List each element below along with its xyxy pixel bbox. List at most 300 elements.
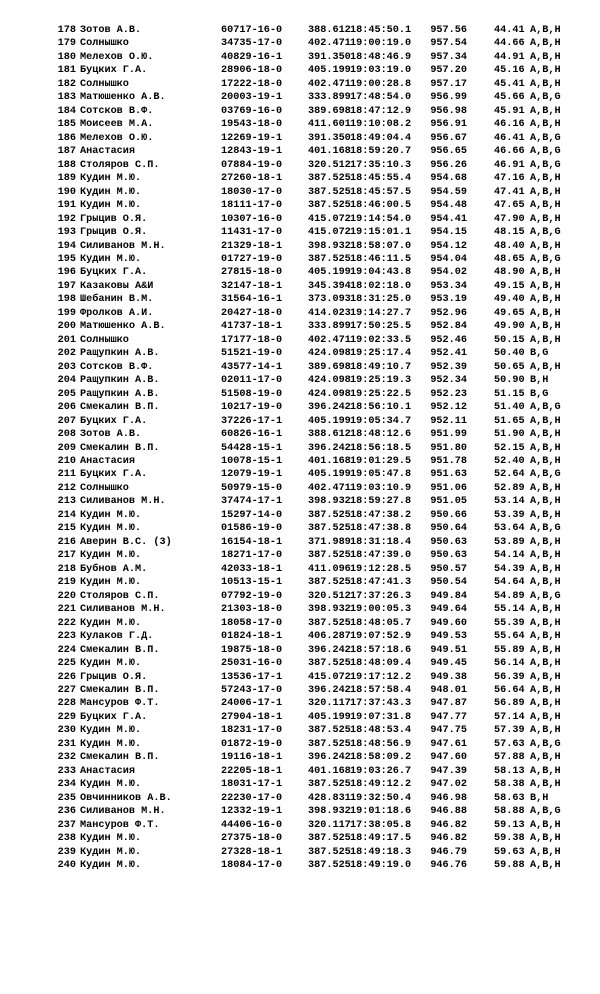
groups-cell: A,B,G <box>530 469 561 481</box>
arrival-time-cell: 18:47:41.3 <box>350 577 412 589</box>
place-cell: 185 <box>57 119 76 131</box>
groups-cell: A,B,H <box>530 658 561 670</box>
name-cell: Мелехов О.Ю. <box>80 51 154 63</box>
coefficient-cell: 58.13 <box>494 765 525 777</box>
speed-cell: 947.87 <box>430 698 467 710</box>
place-cell: 178 <box>57 25 76 36</box>
arrival-time-cell: 18:57:18.6 <box>350 644 412 656</box>
distance-cell: 402.471 <box>308 334 351 346</box>
speed-cell: 946.76 <box>430 860 467 872</box>
name-cell: Кудин М.Ю. <box>80 509 142 521</box>
groups-cell: A,B,H <box>530 38 561 50</box>
place-cell: 217 <box>57 550 76 562</box>
arrival-time-cell: 18:48:12.6 <box>350 429 412 441</box>
speed-cell: 954.68 <box>430 173 467 185</box>
groups-cell: A,B,H <box>530 213 561 225</box>
arrival-time-cell: 18:58:09.2 <box>350 752 412 764</box>
table-row <box>0 765 600 778</box>
distance-cell: 387.525 <box>308 725 351 737</box>
speed-cell: 949.64 <box>430 604 467 616</box>
coefficient-cell: 49.15 <box>494 280 525 292</box>
coefficient-cell: 55.89 <box>494 644 525 656</box>
coefficient-cell: 52.40 <box>494 456 525 467</box>
name-cell: Анастасия <box>80 456 136 467</box>
table-row <box>0 347 600 360</box>
name-cell: Сотсков В.Ф. <box>80 105 154 117</box>
ring-number-cell: 07792-19-0 <box>221 590 283 602</box>
table-row <box>0 617 600 630</box>
ring-number-cell: 21329-18-1 <box>221 240 283 252</box>
place-cell: 203 <box>57 361 76 373</box>
speed-cell: 953.34 <box>430 280 467 292</box>
distance-cell: 396.242 <box>308 644 351 656</box>
speed-cell: 952.12 <box>430 402 467 414</box>
coefficient-cell: 50.15 <box>494 334 525 346</box>
distance-cell: 402.471 <box>308 78 351 90</box>
coefficient-cell: 46.41 <box>494 132 525 144</box>
coefficient-cell: 44.66 <box>494 38 525 50</box>
arrival-time-cell: 19:15:01.1 <box>350 227 412 239</box>
distance-cell: 320.512 <box>308 159 351 171</box>
name-cell: Смекалин В.П. <box>80 402 160 414</box>
coefficient-cell: 47.90 <box>494 213 525 225</box>
ring-number-cell: 27328-18-1 <box>221 846 283 858</box>
table-row <box>0 468 600 481</box>
coefficient-cell: 49.40 <box>494 294 525 306</box>
speed-cell: 952.84 <box>430 321 467 333</box>
name-cell: Кудин М.Ю. <box>80 860 142 872</box>
coefficient-cell: 54.89 <box>494 590 525 602</box>
place-cell: 186 <box>57 132 76 144</box>
table-row <box>0 522 600 535</box>
coefficient-cell: 51.90 <box>494 429 525 441</box>
arrival-time-cell: 18:48:09.4 <box>350 658 412 670</box>
name-cell: Моисеев М.А. <box>80 119 154 131</box>
speed-cell: 949.45 <box>430 658 467 670</box>
coefficient-cell: 50.65 <box>494 361 525 373</box>
ring-number-cell: 10217-19-0 <box>221 402 283 414</box>
place-cell: 237 <box>57 819 76 831</box>
distance-cell: 405.199 <box>308 415 351 427</box>
table-row <box>0 388 600 401</box>
table-row <box>0 361 600 374</box>
groups-cell: A,B,H <box>530 105 561 117</box>
arrival-time-cell: 19:03:19.0 <box>350 65 412 77</box>
table-row <box>0 603 600 616</box>
ring-number-cell: 43577-14-1 <box>221 361 283 373</box>
distance-cell: 401.168 <box>308 765 351 777</box>
name-cell: Кудин М.Ю. <box>80 186 142 198</box>
name-cell: Анастасия <box>80 765 136 777</box>
distance-cell: 401.168 <box>308 146 351 158</box>
arrival-time-cell: 18:47:38.2 <box>350 509 412 521</box>
distance-cell: 396.242 <box>308 684 351 696</box>
place-cell: 205 <box>57 388 76 400</box>
name-cell: Мансуров Ф.Т. <box>80 819 160 831</box>
groups-cell: A,B,H <box>530 765 561 777</box>
speed-cell: 956.26 <box>430 159 467 171</box>
arrival-time-cell: 17:38:05.8 <box>350 819 412 831</box>
place-cell: 226 <box>57 671 76 683</box>
place-cell: 220 <box>57 590 76 602</box>
groups-cell: A,B,H <box>530 671 561 683</box>
groups-cell: A,B,G <box>530 523 561 535</box>
arrival-time-cell: 18:48:53.4 <box>350 725 412 737</box>
name-cell: Кудин М.Ю. <box>80 577 142 589</box>
place-cell: 204 <box>57 375 76 387</box>
name-cell: Ращупкин А.В. <box>80 388 160 400</box>
table-row <box>0 172 600 185</box>
table-row <box>0 334 600 347</box>
place-cell: 234 <box>57 779 76 791</box>
table-row <box>0 751 600 764</box>
ring-number-cell: 13536-17-1 <box>221 671 283 683</box>
name-cell: Мансуров Ф.Т. <box>80 698 160 710</box>
groups-cell: A,B,H <box>530 496 561 508</box>
ring-number-cell: 22230-17-0 <box>221 792 283 804</box>
ring-number-cell: 11431-17-0 <box>221 227 283 239</box>
arrival-time-cell: 18:59:20.7 <box>350 146 412 158</box>
speed-cell: 952.34 <box>430 375 467 387</box>
distance-cell: 398.932 <box>308 806 351 818</box>
coefficient-cell: 49.90 <box>494 321 525 333</box>
name-cell: Силиванов М.Н. <box>80 496 166 508</box>
ring-number-cell: 17222-18-0 <box>221 78 283 90</box>
coefficient-cell: 59.88 <box>494 860 525 872</box>
name-cell: Силиванов М.Н. <box>80 604 166 616</box>
arrival-time-cell: 17:37:26.3 <box>350 590 412 602</box>
distance-cell: 402.471 <box>308 38 351 50</box>
table-row <box>0 240 600 253</box>
table-row <box>0 307 600 320</box>
arrival-time-cell: 18:02:18.0 <box>350 280 412 292</box>
name-cell: Овчинников А.В. <box>80 792 172 804</box>
speed-cell: 949.60 <box>430 617 467 629</box>
place-cell: 229 <box>57 711 76 723</box>
groups-cell: A,B,H <box>530 294 561 306</box>
distance-cell: 424.098 <box>308 388 351 400</box>
table-row <box>0 590 600 603</box>
place-cell: 201 <box>57 334 76 346</box>
table-row <box>0 226 600 239</box>
distance-cell: 405.199 <box>308 267 351 279</box>
name-cell: Кудин М.Ю. <box>80 550 142 562</box>
table-row <box>0 495 600 508</box>
coefficient-cell: 53.89 <box>494 536 525 548</box>
distance-cell: 345.394 <box>308 280 351 292</box>
arrival-time-cell: 18:47:12.9 <box>350 105 412 117</box>
coefficient-cell: 46.91 <box>494 159 525 171</box>
coefficient-cell: 44.91 <box>494 51 525 63</box>
name-cell: Кудин М.Ю. <box>80 617 142 629</box>
arrival-time-cell: 17:35:10.3 <box>350 159 412 171</box>
table-row <box>0 199 600 212</box>
groups-cell: A,B,H <box>530 617 561 629</box>
distance-cell: 387.525 <box>308 200 351 212</box>
name-cell: Буцких Г.А. <box>80 267 148 279</box>
arrival-time-cell: 19:12:28.5 <box>350 563 412 575</box>
coefficient-cell: 57.88 <box>494 752 525 764</box>
coefficient-cell: 45.16 <box>494 65 525 77</box>
name-cell: Столяров С.П. <box>80 590 160 602</box>
groups-cell: A,B,H <box>530 173 561 185</box>
table-row <box>0 213 600 226</box>
groups-cell: A,B,H <box>530 65 561 77</box>
place-cell: 240 <box>57 860 76 872</box>
ring-number-cell: 12269-19-1 <box>221 132 283 144</box>
distance-cell: 387.525 <box>308 509 351 521</box>
groups-cell: A,B,H <box>530 415 561 427</box>
name-cell: Смекалин В.П. <box>80 752 160 764</box>
arrival-time-cell: 19:17:12.2 <box>350 671 412 683</box>
place-cell: 227 <box>57 684 76 696</box>
arrival-time-cell: 19:03:10.9 <box>350 482 412 494</box>
speed-cell: 947.39 <box>430 765 467 777</box>
distance-cell: 405.199 <box>308 711 351 723</box>
name-cell: Кудин М.Ю. <box>80 523 142 535</box>
groups-cell: B,H <box>530 792 549 804</box>
arrival-time-cell: 19:14:27.7 <box>350 307 412 319</box>
arrival-time-cell: 18:57:58.4 <box>350 684 412 696</box>
coefficient-cell: 47.65 <box>494 200 525 212</box>
distance-cell: 387.525 <box>308 186 351 198</box>
place-cell: 198 <box>57 294 76 306</box>
distance-cell: 405.199 <box>308 469 351 481</box>
speed-cell: 957.34 <box>430 51 467 63</box>
distance-cell: 387.525 <box>308 617 351 629</box>
arrival-time-cell: 19:05:34.7 <box>350 415 412 427</box>
ring-number-cell: 27904-18-1 <box>221 711 283 723</box>
coefficient-cell: 59.13 <box>494 819 525 831</box>
groups-cell: A,B,H <box>530 631 561 643</box>
speed-cell: 952.96 <box>430 307 467 319</box>
table-row <box>0 792 600 805</box>
name-cell: Кудин М.Ю. <box>80 253 142 265</box>
table-row <box>0 91 600 104</box>
arrival-time-cell: 19:01:29.5 <box>350 456 412 467</box>
groups-cell: A,B,H <box>530 267 561 279</box>
ring-number-cell: 12079-19-1 <box>221 469 283 481</box>
speed-cell: 952.46 <box>430 334 467 346</box>
distance-cell: 391.350 <box>308 51 351 63</box>
name-cell: Буцких Г.А. <box>80 711 148 723</box>
place-cell: 239 <box>57 846 76 858</box>
speed-cell: 951.99 <box>430 429 467 441</box>
place-cell: 197 <box>57 280 76 292</box>
speed-cell: 954.12 <box>430 240 467 252</box>
speed-cell: 946.82 <box>430 819 467 831</box>
table-row <box>0 186 600 199</box>
place-cell: 223 <box>57 631 76 643</box>
arrival-time-cell: 19:25:19.3 <box>350 375 412 387</box>
ring-number-cell: 27260-18-1 <box>221 173 283 185</box>
ring-number-cell: 34735-17-0 <box>221 38 283 50</box>
arrival-time-cell: 19:04:43.8 <box>350 267 412 279</box>
speed-cell: 954.41 <box>430 213 467 225</box>
ring-number-cell: 54428-15-1 <box>221 442 283 454</box>
table-row <box>0 51 600 64</box>
groups-cell: B,H <box>530 375 549 387</box>
coefficient-cell: 53.14 <box>494 496 525 508</box>
arrival-time-cell: 18:59:27.8 <box>350 496 412 508</box>
place-cell: 224 <box>57 644 76 656</box>
ring-number-cell: 51521-19-0 <box>221 348 283 360</box>
table-row <box>0 24 600 37</box>
arrival-time-cell: 18:48:56.9 <box>350 738 412 750</box>
groups-cell: A,B,H <box>530 779 561 791</box>
ring-number-cell: 60826-16-1 <box>221 429 283 441</box>
place-cell: 194 <box>57 240 76 252</box>
place-cell: 179 <box>57 38 76 50</box>
ring-number-cell: 19543-18-0 <box>221 119 283 131</box>
groups-cell: A,B,H <box>530 186 561 198</box>
distance-cell: 388.612 <box>308 429 351 441</box>
speed-cell: 953.19 <box>430 294 467 306</box>
distance-cell: 387.525 <box>308 253 351 265</box>
name-cell: Фролков А.И. <box>80 307 154 319</box>
speed-cell: 947.60 <box>430 752 467 764</box>
arrival-time-cell: 18:46:11.5 <box>350 253 412 265</box>
place-cell: 191 <box>57 200 76 212</box>
ring-number-cell: 12332-19-1 <box>221 806 283 818</box>
speed-cell: 951.63 <box>430 469 467 481</box>
groups-cell: A,B,H <box>530 334 561 346</box>
ring-number-cell: 18271-17-0 <box>221 550 283 562</box>
place-cell: 233 <box>57 765 76 777</box>
speed-cell: 950.63 <box>430 550 467 562</box>
place-cell: 225 <box>57 658 76 670</box>
groups-cell: A,B,H <box>530 442 561 454</box>
name-cell: Бубнов А.М. <box>80 563 148 575</box>
table-row <box>0 819 600 832</box>
distance-cell: 396.242 <box>308 402 351 414</box>
speed-cell: 957.20 <box>430 65 467 77</box>
arrival-time-cell: 18:45:55.4 <box>350 173 412 185</box>
name-cell: Ращупкин А.В. <box>80 375 160 387</box>
ring-number-cell: 03769-16-0 <box>221 105 283 117</box>
table-row <box>0 78 600 91</box>
groups-cell: A,B,G <box>530 590 561 602</box>
speed-cell: 946.98 <box>430 792 467 804</box>
groups-cell: A,B,H <box>530 456 561 467</box>
place-cell: 195 <box>57 253 76 265</box>
groups-cell: A,B,G <box>530 227 561 239</box>
place-cell: 219 <box>57 577 76 589</box>
arrival-time-cell: 18:49:18.3 <box>350 846 412 858</box>
name-cell: Мелехов О.Ю. <box>80 132 154 144</box>
ring-number-cell: 18031-17-1 <box>221 779 283 791</box>
distance-cell: 320.512 <box>308 590 351 602</box>
ring-number-cell: 25031-16-0 <box>221 658 283 670</box>
speed-cell: 950.54 <box>430 577 467 589</box>
groups-cell: A,B,G <box>530 159 561 171</box>
ring-number-cell: 37226-17-1 <box>221 415 283 427</box>
distance-cell: 424.098 <box>308 375 351 387</box>
place-cell: 221 <box>57 604 76 616</box>
distance-cell: 414.023 <box>308 307 351 319</box>
name-cell: Кудин М.Ю. <box>80 779 142 791</box>
speed-cell: 952.11 <box>430 415 467 427</box>
distance-cell: 320.117 <box>308 698 351 710</box>
distance-cell: 398.932 <box>308 240 351 252</box>
groups-cell: A,B,G <box>530 738 561 750</box>
arrival-time-cell: 18:47:38.8 <box>350 523 412 535</box>
ring-number-cell: 22205-18-1 <box>221 765 283 777</box>
distance-cell: 389.698 <box>308 105 351 117</box>
arrival-time-cell: 18:46:00.5 <box>350 200 412 212</box>
ring-number-cell: 18231-17-0 <box>221 725 283 737</box>
name-cell: Шебанин В.М. <box>80 294 154 306</box>
name-cell: Ращупкин А.В. <box>80 348 160 360</box>
name-cell: Смекалин В.П. <box>80 442 160 454</box>
arrival-time-cell: 17:37:43.3 <box>350 698 412 710</box>
groups-cell: A,B,H <box>530 860 561 872</box>
groups-cell: B,G <box>530 388 549 400</box>
distance-cell: 402.471 <box>308 482 351 494</box>
ring-number-cell: 18111-17-0 <box>221 200 283 212</box>
groups-cell: A,B,H <box>530 280 561 292</box>
name-cell: Силиванов М.Н. <box>80 240 166 252</box>
place-cell: 202 <box>57 348 76 360</box>
groups-cell: A,B,H <box>530 536 561 548</box>
table-row <box>0 657 600 670</box>
distance-cell: 411.096 <box>308 563 351 575</box>
groups-cell: A,B,G <box>530 402 561 414</box>
table-row <box>0 455 600 468</box>
table-row <box>0 415 600 428</box>
name-cell: Солнышко <box>80 482 129 494</box>
place-cell: 213 <box>57 496 76 508</box>
speed-cell: 946.82 <box>430 833 467 845</box>
coefficient-cell: 55.39 <box>494 617 525 629</box>
speed-cell: 952.39 <box>430 361 467 373</box>
arrival-time-cell: 19:25:17.4 <box>350 348 412 360</box>
place-cell: 180 <box>57 51 76 63</box>
distance-cell: 387.525 <box>308 577 351 589</box>
arrival-time-cell: 18:47:39.0 <box>350 550 412 562</box>
ring-number-cell: 27815-18-0 <box>221 267 283 279</box>
name-cell: Кудин М.Ю. <box>80 846 142 858</box>
distance-cell: 388.612 <box>308 25 351 36</box>
table-row <box>0 64 600 77</box>
place-cell: 189 <box>57 173 76 185</box>
name-cell: Зотов А.В. <box>80 429 142 441</box>
speed-cell: 951.78 <box>430 456 467 467</box>
coefficient-cell: 48.90 <box>494 267 525 279</box>
groups-cell: A,B,H <box>530 604 561 616</box>
distance-cell: 415.072 <box>308 213 351 225</box>
groups-cell: A,B,H <box>530 307 561 319</box>
arrival-time-cell: 19:03:26.7 <box>350 765 412 777</box>
distance-cell: 415.072 <box>308 671 351 683</box>
place-cell: 188 <box>57 159 76 171</box>
coefficient-cell: 55.64 <box>494 631 525 643</box>
place-cell: 207 <box>57 415 76 427</box>
speed-cell: 946.79 <box>430 846 467 858</box>
coefficient-cell: 45.41 <box>494 78 525 90</box>
ring-number-cell: 01824-18-1 <box>221 631 283 643</box>
distance-cell: 387.525 <box>308 738 351 750</box>
ring-number-cell: 60717-16-0 <box>221 25 283 36</box>
place-cell: 216 <box>57 536 76 548</box>
table-row <box>0 576 600 589</box>
speed-cell: 957.56 <box>430 25 467 36</box>
name-cell: Столяров С.П. <box>80 159 160 171</box>
table-row <box>0 859 600 872</box>
table-row <box>0 442 600 455</box>
speed-cell: 952.23 <box>430 388 467 400</box>
ring-number-cell: 01727-19-0 <box>221 253 283 265</box>
